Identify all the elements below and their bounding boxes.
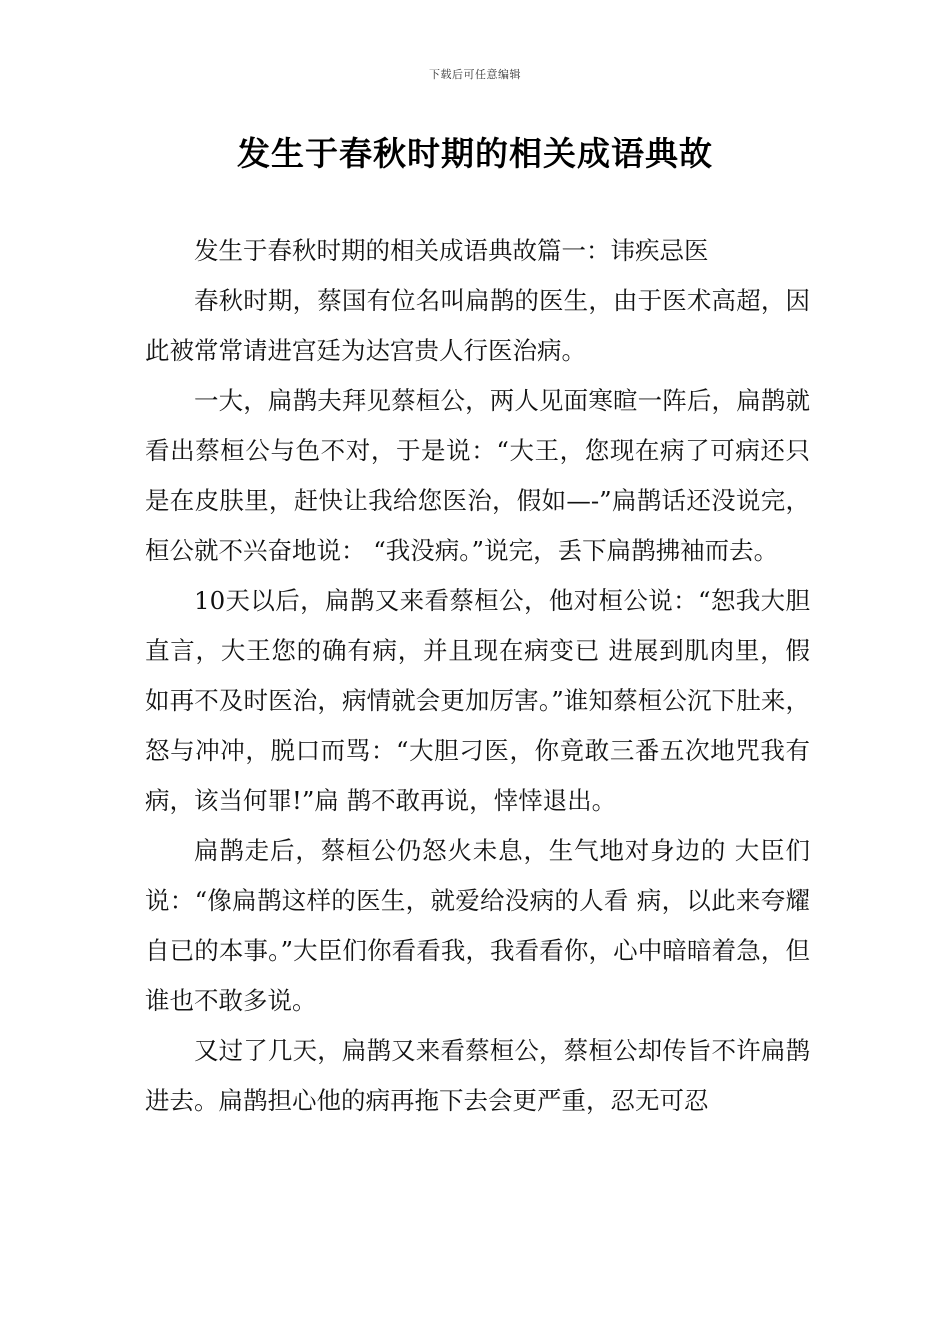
header-note: 下载后可任意编辑 [429, 68, 521, 81]
section-heading-paragraph: 发生于春秋时期的相关成语典故篇一：讳疾忌医 [194, 236, 709, 265]
document-body [145, 226, 810, 1126]
document-title: 发生于春秋时期的相关成语典故 [237, 134, 713, 173]
body-paragraph: 又过了几天，扁鹊又来看蔡桓公，蔡桓公却传旨不许扁鹊进去。扁鹊担心他的病再拖下去会更严重，忍无可忍 [145, 1036, 810, 1115]
body-paragraph: 一大，扁鹊夫拜见蔡桓公，两人见面寒暄一阵后，扁鹊就看出蔡桓公与色不对，于是说：“大王，您现在病了可病还只是在皮肤里，赶快让我给您医治，假如—-”扁鹊话还没说完，桓公就不兴奋地说： “我没病。”说完，丢下扁鹊拂袖而去。 [145, 386, 810, 565]
body-paragraph: 10天以后，扁鹊又来看蔡桓公，他对桓公说：“恕我大胆直言，大王您的确有病，并且现在病变已 进展到肌肉里，假如再不及时医治，病情就会更加厉害。”谁知蔡桓公沉下肚来，怒与冲冲，脱口而骂：“大胆刁医，你竟敢三番五次地咒我有病，该当何罪!”扁 鹊不敢再说，悻悻退出。 [145, 586, 810, 815]
body-paragraph: 扁鹊走后，蔡桓公仍怒火未息，生气地对身边的 大臣们说：“像扁鹊这样的医生，就爱给没病的人看 病，以此来夸耀自已的本事。”大臣们你看看我，我看看你，心中暗暗着急，但谁也不敢多说。 [145, 836, 810, 1015]
body-paragraph: 春秋时期，蔡国有位名叫扁鹊的医生，由于医术高超，因此被常常请进宫廷为达宫贵人行医治病。 [145, 286, 810, 365]
